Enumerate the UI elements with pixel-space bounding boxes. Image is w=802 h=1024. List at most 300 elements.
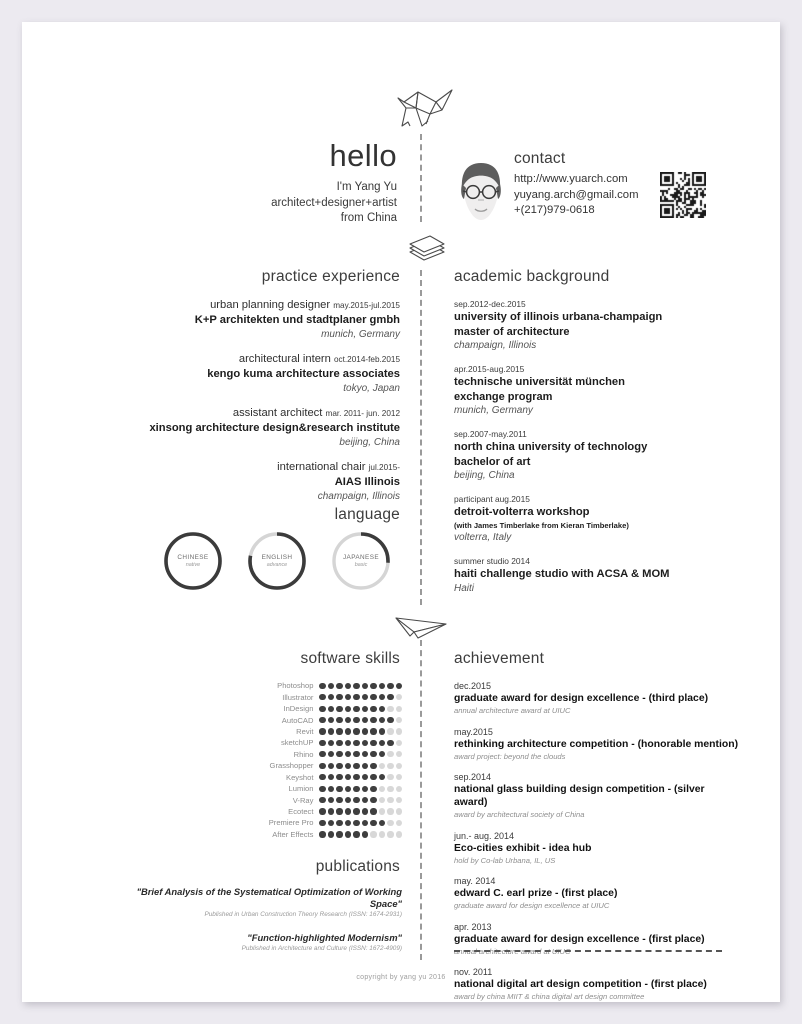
skill-dot [379, 831, 385, 837]
skill-dot [328, 774, 334, 780]
achievement-date: apr. 2013 [454, 921, 492, 932]
contact-email[interactable]: yuyang.arch@gmail.com [514, 188, 639, 201]
skill-dot [396, 740, 402, 746]
academic-entry-org: north china university of technology [454, 441, 648, 453]
software-skill-name: V-Ray [292, 795, 314, 805]
skill-dot [387, 786, 393, 792]
skill-dot [336, 763, 342, 769]
skill-dot [387, 694, 393, 700]
achievement-desc: annual architecture award at UIUC [454, 706, 571, 715]
publications-title: publications [315, 858, 400, 875]
contact-block [454, 150, 754, 219]
avatar [454, 162, 508, 222]
achievement-desc: award by china MIIT & china digital art design committee [454, 992, 645, 1001]
practice-entry-date: mar. 2011- jun. 2012 [325, 409, 400, 418]
software-skill-row [227, 783, 402, 794]
skill-dot [345, 831, 351, 837]
academic-entry-date: sep.2007-may.2011 [454, 429, 527, 439]
skill-dot [336, 820, 342, 826]
skill-dot [345, 797, 351, 803]
skill-dot [387, 740, 393, 746]
skill-dot [328, 717, 334, 723]
software-skill-row [227, 794, 402, 805]
skill-dot [328, 820, 334, 826]
skill-dot [379, 740, 385, 746]
skill-dot [353, 786, 359, 792]
software-skill-name: Lumion [288, 784, 314, 794]
software-skill-row [227, 829, 402, 840]
publication-source: Published in Urban Construction Theory Research (ISSN: 1674-2931) [204, 911, 402, 918]
academic-background-title: academic background [454, 268, 610, 285]
skill-dot [353, 728, 359, 734]
achievement-list [454, 680, 739, 1002]
skill-dot [319, 786, 325, 792]
software-skill-row [227, 703, 402, 714]
paper-crane-icon [386, 80, 456, 136]
achievement-date: may. 2014 [454, 876, 496, 886]
academic-entry-place: volterra, Italy [454, 531, 512, 543]
skill-dot [336, 694, 342, 700]
skill-dot [387, 717, 393, 723]
skill-dot [362, 820, 368, 826]
skill-dot [353, 751, 359, 757]
achievement-section [454, 650, 739, 1012]
skill-dot [353, 740, 359, 746]
skill-dot [336, 751, 342, 757]
achievement-entry [454, 680, 739, 716]
skill-dot [370, 694, 376, 700]
skill-dot [379, 808, 385, 814]
skill-dot [319, 763, 325, 769]
software-skill-row [227, 691, 402, 702]
software-skill-name: Keyshot [286, 772, 314, 782]
skill-dot [345, 786, 351, 792]
paper-plane-icon [392, 606, 452, 642]
skill-dot [370, 740, 376, 746]
skill-dot [319, 820, 325, 826]
academic-entry-place: beijing, China [454, 469, 515, 481]
software-skill-name: InDesign [283, 704, 314, 714]
skill-dot [362, 728, 368, 734]
skill-dot [387, 706, 393, 712]
achievement-title-text: graduate award for design excellence - (first place) [454, 933, 705, 945]
software-skill-row [227, 772, 402, 783]
academic-background-section [454, 268, 739, 606]
skill-dot [328, 694, 334, 700]
skill-dot [362, 763, 368, 769]
software-skill-dots [319, 717, 402, 723]
skill-dot [370, 706, 376, 712]
skill-dot [396, 683, 402, 689]
skill-dot [336, 683, 342, 689]
skill-dot [396, 774, 402, 780]
skill-dot [328, 683, 334, 689]
achievement-date: nov. 2011 [454, 967, 493, 977]
skill-dot [319, 683, 325, 689]
academic-entry [454, 428, 739, 482]
academic-entry-degree: exchange program [454, 390, 553, 403]
practice-entry-org: K+P architekten und stadtplaner gmbh [194, 314, 400, 326]
skill-dot [319, 751, 325, 757]
skill-dot [387, 763, 393, 769]
achievement-title-text: rethinking architecture competition - (honorable mention) [454, 738, 739, 750]
skill-dot [328, 728, 334, 734]
skill-dot [353, 820, 359, 826]
footer-copyright: copyright by yang yu 2016 [356, 974, 446, 981]
divider-spine-middle [420, 270, 422, 605]
achievement-date: sep.2014 [454, 772, 492, 782]
skill-dot [353, 797, 359, 803]
academic-entry-place: munich, Germany [454, 404, 533, 416]
qr-code-icon [660, 172, 706, 218]
skill-dot [353, 763, 359, 769]
academic-entry-degree: master of architecture [454, 325, 570, 338]
skill-dot [345, 774, 351, 780]
skill-dot [336, 740, 342, 746]
skill-dot [345, 751, 351, 757]
software-skill-dots [319, 683, 402, 689]
skill-dot [336, 706, 342, 712]
skill-dot [319, 797, 325, 803]
practice-experience-title: practice experience [261, 268, 400, 285]
skill-dot [336, 774, 342, 780]
achievement-entry [454, 875, 739, 911]
skill-dot [319, 808, 325, 814]
academic-entry [454, 363, 739, 417]
practice-entry-org: AIAS Illinois [334, 476, 400, 488]
skill-dot [387, 728, 393, 734]
practice-entry-place: munich, Germany [321, 328, 400, 340]
achievement-desc: hold by Co-lab Urbana, IL, US [454, 855, 556, 865]
skill-dot [379, 717, 385, 723]
skill-dot [396, 706, 402, 712]
practice-entry-org: xinsong architecture design&research institute [149, 422, 400, 434]
resume-sheet [22, 22, 780, 1002]
achievement-desc: annual architecture award at UIUC [454, 946, 571, 956]
software-skill-name: After Effects [272, 829, 314, 839]
skill-dot [387, 797, 393, 803]
achievement-title-text: national digital art design competition - (first place) [454, 979, 707, 990]
skill-dot [396, 728, 402, 734]
skill-dot [387, 774, 393, 780]
academic-entry-place: Haiti [454, 582, 475, 594]
software-skill-name: Grasshopper [269, 761, 314, 771]
language-title: language [334, 506, 400, 523]
achievement-title-text: national glass building design competition - (silver award) [454, 784, 705, 808]
skill-dot [345, 728, 351, 734]
skill-dot [379, 751, 385, 757]
divider-spine-bottom [420, 640, 422, 960]
practice-entry-date: oct.2014-feb.2015 [333, 355, 400, 364]
skill-dot [336, 717, 342, 723]
publication-name: "Function-highlighted Modernism" [247, 932, 402, 943]
academic-entry-note: (with James Timberlake from Kieran Timberlake) [454, 520, 629, 530]
language-level: advance [266, 562, 288, 568]
practice-experience-list [142, 298, 400, 503]
achievement-entry [454, 726, 739, 762]
software-skill-name: Rhino [293, 749, 314, 759]
skill-dot [353, 831, 359, 837]
skill-dot [362, 706, 368, 712]
contact-phone: +(217)979-0618 [514, 204, 595, 216]
software-skill-name: AutoCAD [281, 715, 314, 725]
practice-entry [142, 406, 400, 449]
software-skill-dots [319, 774, 402, 780]
software-skill-dots [319, 820, 402, 826]
divider-spine-top [420, 134, 422, 222]
skill-dot [362, 774, 368, 780]
software-skill-name: Premiere Pro [268, 818, 314, 828]
skill-dot [336, 786, 342, 792]
software-skill-dots [319, 786, 402, 792]
achievement-desc: award by architectural society of China [454, 810, 585, 819]
practice-entry-place: tokyo, Japan [343, 382, 400, 394]
software-skill-dots [319, 694, 402, 700]
skill-dot [396, 751, 402, 757]
skill-dot [370, 808, 376, 814]
academic-entry-date: sep.2012-dec.2015 [454, 299, 526, 309]
skill-dot [396, 763, 402, 769]
practice-entry-role: architectural intern oct.2014-feb.2015 [238, 353, 400, 365]
skill-dot [345, 808, 351, 814]
skill-dot [353, 694, 359, 700]
skill-dot [353, 706, 359, 712]
practice-entry-org: kengo kuma architecture associates [207, 368, 400, 380]
software-skill-row [227, 749, 402, 760]
language-name: ENGLISH [261, 554, 293, 561]
skill-dot [370, 774, 376, 780]
language-rings [162, 530, 400, 598]
practice-entry-role: assistant architect mar. 2011- jun. 2012 [232, 407, 400, 419]
skill-dot [379, 728, 385, 734]
skill-dot [319, 774, 325, 780]
skill-dot [319, 706, 325, 712]
academic-entry [454, 555, 739, 595]
skill-dot [370, 786, 376, 792]
hello-line-origin: from China [340, 212, 397, 224]
achievement-title-text: edward C. earl prize - (first place) [454, 888, 618, 899]
achievement-desc: graduate award for design excellence at UIUC [454, 901, 610, 910]
skill-dot [328, 808, 334, 814]
skill-dot [387, 820, 393, 826]
software-skill-name: Photoshop [277, 681, 314, 691]
software-skill-dots [319, 751, 402, 757]
skill-dot [362, 751, 368, 757]
publications-list [110, 886, 402, 966]
academic-entry [454, 493, 739, 544]
skill-dot [379, 820, 385, 826]
skill-dot [362, 831, 368, 837]
software-skill-row [227, 817, 402, 828]
skill-dot [319, 694, 325, 700]
academic-entry-org: detroit-volterra workshop [454, 506, 590, 518]
achievement-entry [454, 771, 739, 820]
skill-dot [345, 820, 351, 826]
practice-entry-place: beijing, China [339, 436, 400, 448]
skill-dot [379, 797, 385, 803]
skill-dot [345, 694, 351, 700]
skill-dot [336, 728, 342, 734]
skill-dot [370, 831, 376, 837]
skill-dot [319, 740, 325, 746]
skill-dot [319, 717, 325, 723]
footer-divider [454, 950, 722, 952]
skill-dot [370, 728, 376, 734]
skill-dot [353, 808, 359, 814]
skill-dot [328, 751, 334, 757]
skill-dot [362, 717, 368, 723]
software-skill-dots [319, 706, 402, 712]
achievement-title: achievement [454, 650, 545, 667]
skill-dot [379, 683, 385, 689]
skill-dot [387, 831, 393, 837]
contact-title: contact [514, 150, 566, 167]
skill-dot [353, 717, 359, 723]
practice-entry-date: jul.2015- [368, 463, 400, 472]
skill-dot [362, 683, 368, 689]
skill-dot [319, 831, 325, 837]
academic-entry-place: champaign, Illinois [454, 339, 537, 351]
skill-dot [396, 831, 402, 837]
language-level: basic [354, 562, 368, 568]
language-name: JAPANESE [342, 554, 380, 561]
software-skill-row [227, 806, 402, 817]
publication-name: "Brief Analysis of the Systematical Optimization of Working Space" [136, 886, 402, 909]
skill-dot [328, 786, 334, 792]
practice-entry [142, 460, 400, 503]
achievement-desc: award project: beyond the clouds [454, 751, 566, 761]
software-skill-row [227, 760, 402, 771]
hello-line-name: I'm Yang Yu [336, 181, 397, 193]
skill-dot [396, 717, 402, 723]
skill-dot [353, 683, 359, 689]
skill-dot [396, 694, 402, 700]
hello-block [142, 140, 397, 227]
achievement-entry [454, 966, 739, 1002]
practice-entry [142, 352, 400, 395]
skill-dot [336, 797, 342, 803]
paper-stack-icon [404, 226, 450, 270]
software-skill-name: Revit [296, 726, 314, 736]
skill-dot [370, 683, 376, 689]
software-skill-name: Illustrator [282, 692, 314, 702]
skill-dot [319, 728, 325, 734]
skill-dot [328, 706, 334, 712]
skill-dot [336, 831, 342, 837]
publication-entry [110, 886, 402, 920]
skill-dot [336, 808, 342, 814]
skill-dot [387, 683, 393, 689]
software-skill-dots [319, 728, 402, 734]
skill-dot [396, 820, 402, 826]
software-skill-dots [319, 763, 402, 769]
academic-entry-date: apr.2015-aug.2015 [454, 364, 525, 374]
language-ring [162, 530, 224, 592]
skill-dot [345, 683, 351, 689]
skill-dot [387, 751, 393, 757]
software-skill-row [227, 714, 402, 725]
skill-dot [379, 774, 385, 780]
academic-entry-org: university of illinois urbana-champaign [454, 311, 663, 323]
practice-entry-date: may.2015-jul.2015 [333, 301, 400, 310]
achievement-title-text: graduate award for design excellence - (third place) [454, 693, 709, 704]
software-skills-title: software skills [300, 650, 400, 667]
software-skill-dots [319, 831, 402, 837]
practice-experience-section [142, 268, 400, 514]
achievement-entry [454, 830, 739, 866]
publication-entry [110, 932, 402, 954]
skill-dot [345, 740, 351, 746]
skill-dot [328, 740, 334, 746]
software-skill-row [227, 726, 402, 737]
skill-dot [379, 706, 385, 712]
academic-entry-org: haiti challenge studio with ACSA & MOM [454, 568, 670, 580]
software-skill-name: Ecotect [288, 807, 314, 817]
skill-dot [370, 717, 376, 723]
skill-dot [328, 797, 334, 803]
skill-dot [328, 831, 334, 837]
software-skill-row [227, 680, 402, 691]
skill-dot [353, 774, 359, 780]
skill-dot [387, 808, 393, 814]
academic-entry-org: technische universität münchen [454, 376, 625, 388]
skill-dot [362, 740, 368, 746]
software-skill-dots [319, 808, 402, 814]
software-skill-dots [319, 740, 402, 746]
skill-dot [379, 694, 385, 700]
academic-background-list [454, 298, 739, 595]
skill-dot [362, 694, 368, 700]
achievement-date: dec.2015 [454, 681, 492, 691]
software-skill-dots [319, 797, 402, 803]
skill-dot [370, 797, 376, 803]
skill-dot [396, 786, 402, 792]
practice-entry [142, 298, 400, 341]
software-skill-row [227, 737, 402, 748]
hello-title: hello [329, 138, 397, 173]
practice-entry-role: international chair jul.2015- [277, 461, 400, 473]
publication-source: Published in Architecture and Culture (ISSN: 1672-4909) [241, 945, 402, 952]
practice-entry-place: champaign, Illinois [317, 490, 400, 502]
achievement-date: may.2015 [454, 726, 493, 737]
skill-dot [362, 797, 368, 803]
skill-dot [379, 763, 385, 769]
skill-dot [328, 763, 334, 769]
skill-dot [362, 786, 368, 792]
academic-entry [454, 298, 739, 352]
practice-entry-role: urban planning designer may.2015-jul.2015 [210, 299, 400, 311]
skill-dot [362, 808, 368, 814]
skill-dot [370, 763, 376, 769]
skill-dot [396, 808, 402, 814]
language-name: CHINESE [177, 554, 209, 561]
hello-line-role: architect+designer+artist [271, 196, 397, 209]
language-ring [246, 530, 308, 592]
achievement-date: jun.- aug. 2014 [454, 830, 515, 841]
language-ring [330, 530, 392, 592]
skill-dot [345, 763, 351, 769]
skill-dot [379, 786, 385, 792]
software-skills-list [227, 680, 402, 840]
skill-dot [345, 706, 351, 712]
skill-dot [370, 820, 376, 826]
skill-dot [396, 797, 402, 803]
contact-website[interactable]: http://www.yuarch.com [514, 173, 628, 185]
academic-entry-date: participant aug.2015 [454, 494, 530, 504]
software-skill-name: sketchUP [280, 738, 314, 748]
language-level: native [185, 562, 201, 568]
academic-entry-date: summer studio 2014 [454, 556, 530, 566]
